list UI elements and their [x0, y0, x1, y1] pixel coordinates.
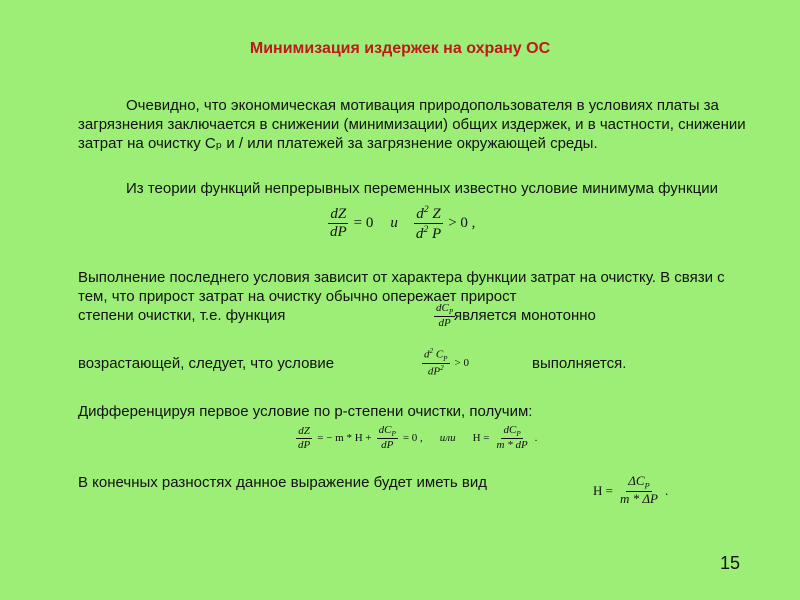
paragraph-3: Выполнение последнего условия зависит от характера функции затрат на очистку. В связи с тем, что прирост затрат на очистку обычно опережает прирост: [78, 269, 725, 305]
fraction-dz-dp: $\frac{dZ}{dP}$: [330, 206, 347, 241]
paragraph-2: Из теории функций непрерывных переменных известно условие минимума функции: [126, 180, 718, 197]
line-function-text: степени очистки, т.е. функция: [78, 307, 286, 324]
line-differentiate-text: Дифференцируя первое условие по р-степени очистки, получим:: [78, 403, 533, 420]
equation-derivative: $\frac{dZ}{dP}$ = − m * H + $\frac{dC_P}{dP}$ = 0 , или H = $\frac{dC_P}{m * dP}$ .: [298, 424, 538, 452]
equation-min-condition: $\frac{dZ}{dP}$ = 0 и $\frac{d^2 Z}{d^2 P}$ > 0 ,: [330, 204, 476, 243]
equation-dcp-dp: $\frac{dC_P}{dP}$: [436, 302, 454, 330]
equation-finite-difference: H = $\frac{\Delta C_P}{m * \Delta P}$ .: [593, 473, 669, 507]
equation-second-derivative: $\frac{d^2 C_P}{dP^2}$ > 0: [424, 347, 470, 378]
line-monotonic-text: является монотонно: [454, 307, 596, 324]
paragraph-1: Очевидно, что экономическая мотивация природопользователя в условиях платы за загрязнения заключается в снижении (минимизации) общих издержек, и в частности, снижении затрат на очистку Сₚ и / или платежей за загрязнение окружающей среды.: [78, 97, 746, 152]
fraction-d2z-d2p: $\frac{d^2 Z}{d^2 P}$: [415, 204, 442, 243]
line-condition-text: возрастающей, следует, что условие: [78, 355, 335, 372]
line-finite-differences-text: В конечных разностях данное выражение будет иметь вид: [78, 474, 487, 491]
page-number: 15: [720, 553, 741, 573]
line-satisfied-text: выполняется.: [532, 355, 627, 372]
slide-title: Минимизация издержек на охрану ОС: [249, 40, 551, 57]
